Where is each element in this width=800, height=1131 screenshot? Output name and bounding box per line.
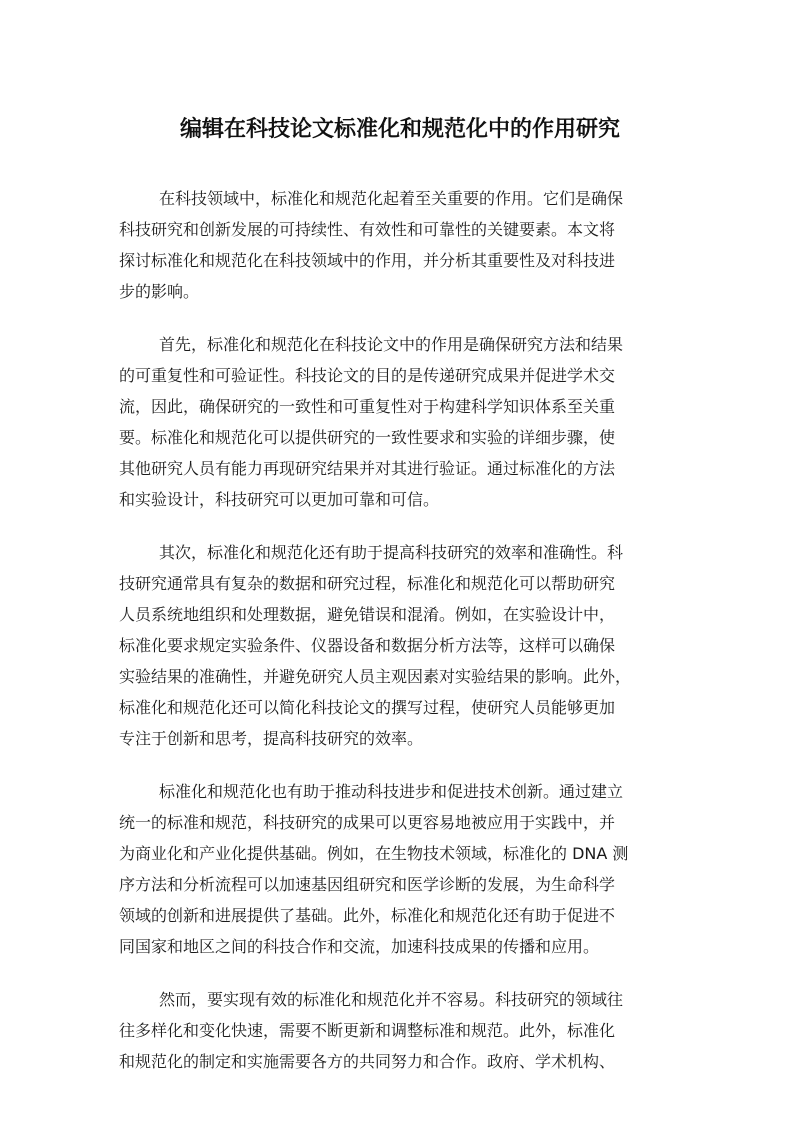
text-line: 同国家和地区之间的科技合作和交流，加速科技成果的传播和应用。 [119,937,600,956]
text-line: 标准化和规范化也有助于推动科技进步和促进技术创新。通过建立 [159,782,624,801]
text-line: 在科技领域中，标准化和规范化起着至关重要的作用。它们是确保 [159,189,624,208]
text-line: 实验结果的准确性，并避免研究人员主观因素对实验结果的影响。此外， [119,667,632,686]
text-line: 探讨标准化和规范化在科技领域中的作用，并分析其重要性及对科技进 [119,251,616,270]
paragraph-4 [119,776,685,962]
paragraph-5 [119,984,685,1077]
text-line: 统一的标准和规范，科技研究的成果可以更容易地被应用于实践中，并 [119,813,616,832]
text-line: 技研究通常具有复杂的数据和研究过程，标准化和规范化可以帮助研究 [119,574,616,593]
text-line: 标准化要求规定实验条件、仪器设备和数据分析方法等，这样可以确保 [119,636,616,655]
text-line: 科技研究和创新发展的可持续性、有效性和可靠性的关键要素。本文将 [119,220,616,239]
text-line: 往多样化和变化快速，需要不断更新和调整标准和规范。此外，标准化 [119,1021,616,1040]
text-line: 标准化和规范化还可以简化科技论文的撰写过程，使研究人员能够更加 [119,698,616,717]
document-body [119,183,685,1099]
paragraph-1 [119,183,685,307]
text-line: 人员系统地组织和处理数据，避免错误和混淆。例如，在实验设计中， [119,605,616,624]
text-line: 的可重复性和可验证性。科技论文的目的是传递研究成果并促进学术交 [119,366,616,385]
text-line: 序方法和分析流程可以加速基因组研究和医学诊断的发展，为生命科学 [119,875,616,894]
text-line: 步的影响。 [119,282,200,301]
paragraph-2 [119,329,685,515]
text-line: 为商业化和产业化提供基础。例如，在生物技术领域，标准化的 DNA 测 [119,844,629,863]
text-line: 流，因此，确保研究的一致性和可重复性对于构建科学知识体系至关重 [119,397,616,416]
text-line: 其次，标准化和规范化还有助于提高科技研究的效率和准确性。科 [159,543,624,562]
text-line: 要。标准化和规范化可以提供研究的一致性要求和实验的详细步骤，使 [119,428,616,447]
text-line: 其他研究人员有能力再现研究结果并对其进行验证。通过标准化的方法 [119,459,616,478]
document-title: 编辑在科技论文标准化和规范化中的作用研究 [179,117,620,142]
text-line: 专注于创新和思考，提高科技研究的效率。 [119,729,424,748]
paragraph-3 [119,537,685,754]
text-line: 首先，标准化和规范化在科技论文中的作用是确保研究方法和结果 [159,335,624,354]
text-line: 和规范化的制定和实施需要各方的共同努力和合作。政府、学术机构、 [119,1052,616,1071]
text-line: 领域的创新和进展提供了基础。此外，标准化和规范化还有助于促进不 [119,906,616,925]
text-line: 和实验设计，科技研究可以更加可靠和可信。 [119,490,440,509]
text-line: 然而，要实现有效的标准化和规范化并不容易。科技研究的领域往 [159,990,624,1009]
